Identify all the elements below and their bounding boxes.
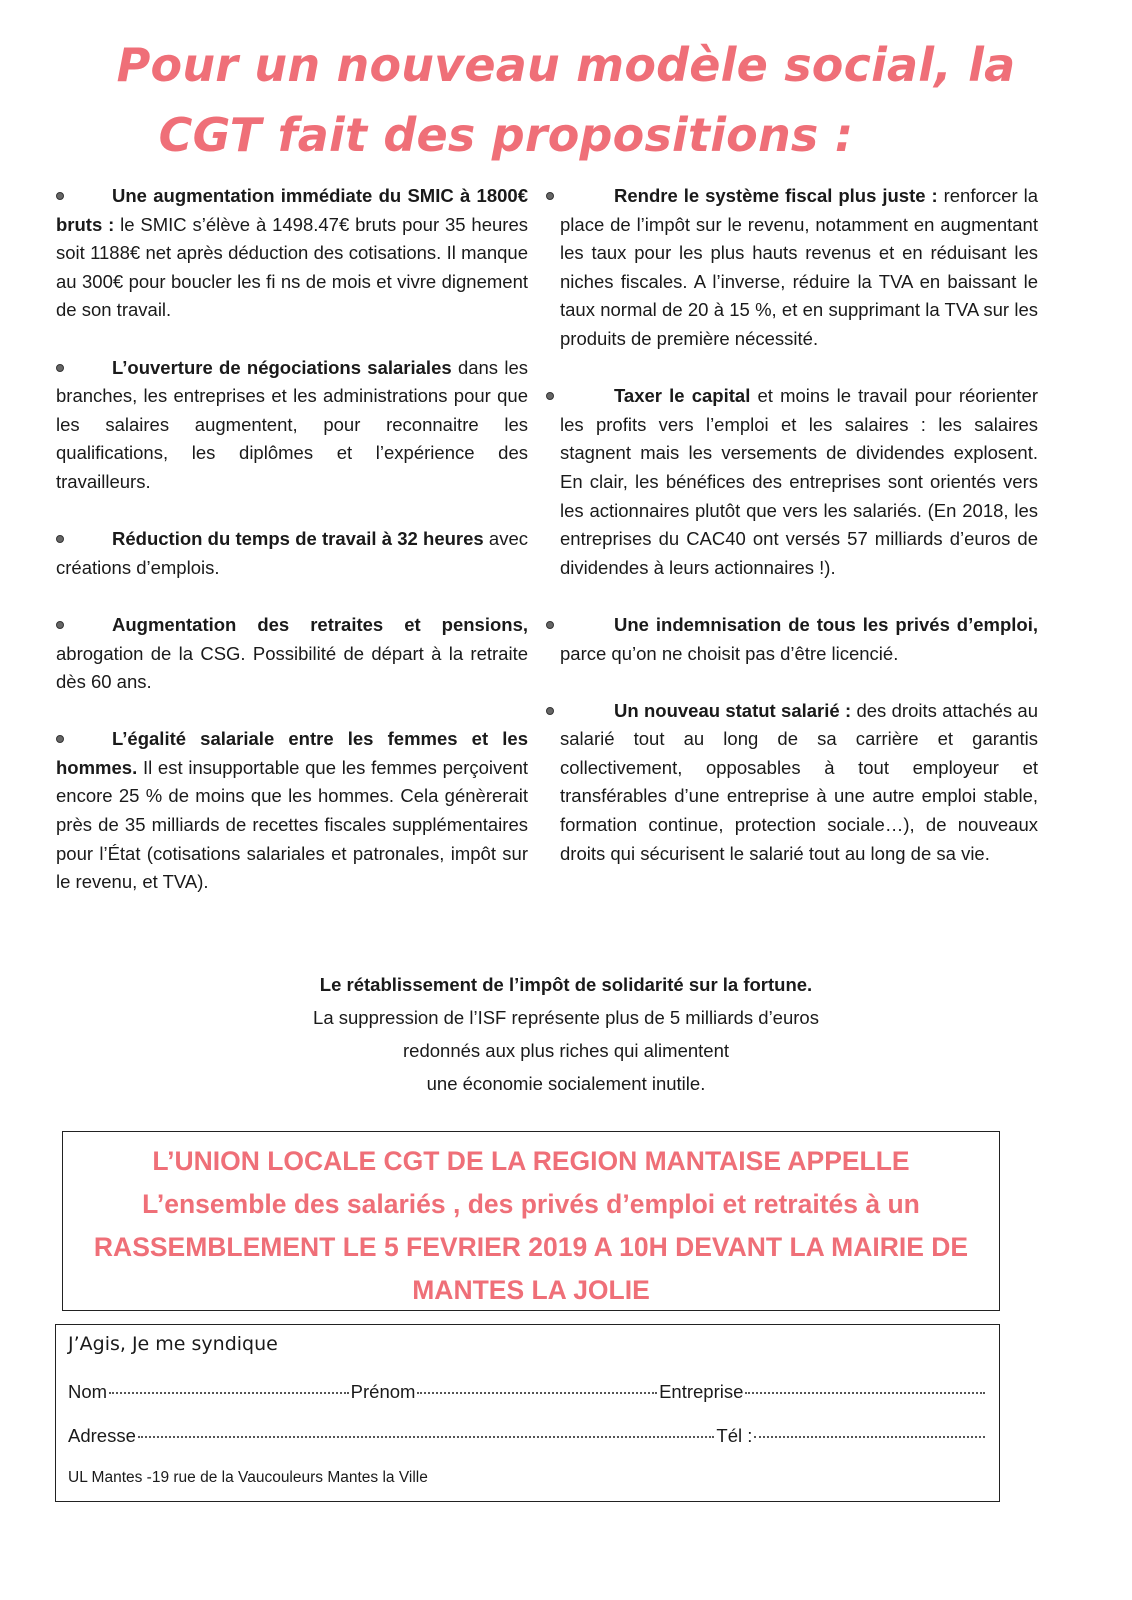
isf-line-1: La suppression de l’ISF représente plus de 5 milliards d’euros (313, 1007, 819, 1028)
tel-label: Tél : (716, 1425, 753, 1446)
callout-line-4: MANTES LA JOLIE (412, 1275, 650, 1305)
proposal-text: parce qu’on ne choisit pas d’être licencié. (560, 642, 899, 664)
form-row-identity (68, 1381, 987, 1403)
title-line-2: CGT fait des propositions : (158, 108, 854, 162)
proposal-item (56, 525, 528, 582)
rally-callout-box (62, 1131, 1000, 1311)
proposal-text: dans les branches, les entreprises et les administrations pour que les salaires augmentent, pour reconnaitre les qualifications, les diplômes et l’expérience des travailleurs. (56, 356, 528, 492)
callout-line-1: L’UNION LOCALE CGT DE LA REGION MANTAISE APPELLE (152, 1146, 910, 1176)
prenom-label: Prénom (350, 1381, 416, 1402)
proposal-text: le SMIC s’élève à 1498.47€ bruts pour 35 heures soit 1188€ net après déduction des cotisations. Il manque au 300€ pour boucler les fi ns de mois et vivre dignement de son travail. (56, 213, 528, 321)
proposal-bold: Rendre le système fiscal plus juste : (614, 185, 938, 206)
proposal-text: abrogation de la CSG. Possibilité de départ à la retraite dès 60 ans. (56, 642, 528, 693)
right-column (560, 182, 1038, 897)
form-row-contact (68, 1425, 987, 1447)
proposal-bold: L’ouverture de négociations salariales (112, 356, 452, 378)
isf-line-3: une économie socialement inutile. (426, 1073, 706, 1094)
proposal-bold: Réduction du temps de travail à 32 heures (112, 528, 484, 550)
proposal-item (56, 182, 528, 325)
adresse-label: Adresse (68, 1425, 136, 1446)
proposal-bold: Une augmentation immédiate du SMIC à 1800€ bruts : (56, 185, 528, 235)
entreprise-field[interactable] (745, 1391, 985, 1394)
form-heading: J’Agis, Je me syndique (68, 1333, 278, 1355)
page-title (0, 30, 1132, 170)
proposal-text: renforcer la place de l’impôt sur le revenu, notamment en augmentant les taux pour les plus hauts revenus et en réduisant les niches fiscales. A l’inverse, réduire la TVA en baissant le taux normal de 20 à 15 %, et en supprimant la TVA sur les produits de première nécessité. (560, 185, 1038, 349)
nom-field[interactable] (109, 1391, 349, 1394)
callout-line-2: L’ensemble des salariés , des privés d’emploi et retraités à un (142, 1189, 920, 1219)
proposal-item (560, 611, 1038, 668)
adresse-field[interactable] (138, 1435, 715, 1438)
proposal-bold: Augmentation des retraites et pensions, (112, 613, 528, 635)
proposal-text: avec créations d’emplois. (56, 528, 529, 578)
proposal-item (560, 382, 1038, 582)
isf-section (0, 968, 1132, 1100)
title-line-1: Pour un nouveau modèle social, la (116, 38, 1016, 92)
proposal-item (560, 182, 1038, 354)
callout-line-3: RASSEMBLEMENT LE 5 FEVRIER 2019 A 10H DEVANT LA MAIRIE DE (93, 1232, 969, 1262)
proposal-bold: Taxer le capital (614, 385, 751, 407)
proposal-item (56, 611, 528, 697)
proposal-item (56, 354, 528, 497)
proposal-item (56, 725, 528, 897)
proposal-bold: Un nouveau statut salarié : (614, 699, 852, 721)
isf-line-2: redonnés aux plus riches qui alimentent (403, 1040, 729, 1061)
proposal-text: des droits attachés au salarié tout au long de sa carrière et garantis collectivement, opposables à tout employeur et transférables d’une entreprise à une autre emploi stable, formation continue, protection sociale…), de nouveaux droits qui sécurisent le salarié tout au long de sa vie. (560, 699, 1038, 864)
membership-form (55, 1324, 1000, 1502)
isf-heading: Le rétablissement de l’impôt de solidarité sur la fortune. (319, 974, 813, 995)
proposal-text: Il est insupportable que les femmes perçoivent encore 25 % de moins que les hommes. Cela génèrerait près de 35 milliards de recettes fiscales supplémentaires pour l’État (cotisations salariales et patronales, impôt sur le revenu, et TVA). (56, 756, 528, 893)
proposal-text: et moins le travail pour réorienter les profits vers l’emploi et les salaires : les salaires stagnent mais les versements de dividendes explosent. En clair, les bénéfices des entreprises sont orientés vers les actionnaires plutôt que vers les salariés. (En 2018, les entreprises du CAC40 ont versés 57 milliards d’euros de dividendes à leurs actionnaires !). (560, 385, 1038, 578)
nom-label: Nom (68, 1381, 108, 1402)
left-column (56, 182, 528, 925)
union-address: UL Mantes -19 rue de la Vaucouleurs Mantes la Ville (68, 1469, 428, 1486)
proposal-item (560, 697, 1038, 869)
proposal-bold: Une indemnisation de tous les privés d’emploi, (614, 613, 1038, 635)
tel-field[interactable] (754, 1435, 985, 1438)
prenom-field[interactable] (417, 1391, 657, 1394)
proposal-bold: L’égalité salariale entre les femmes et les hommes. (56, 728, 528, 778)
entreprise-label: Entreprise (659, 1381, 744, 1402)
